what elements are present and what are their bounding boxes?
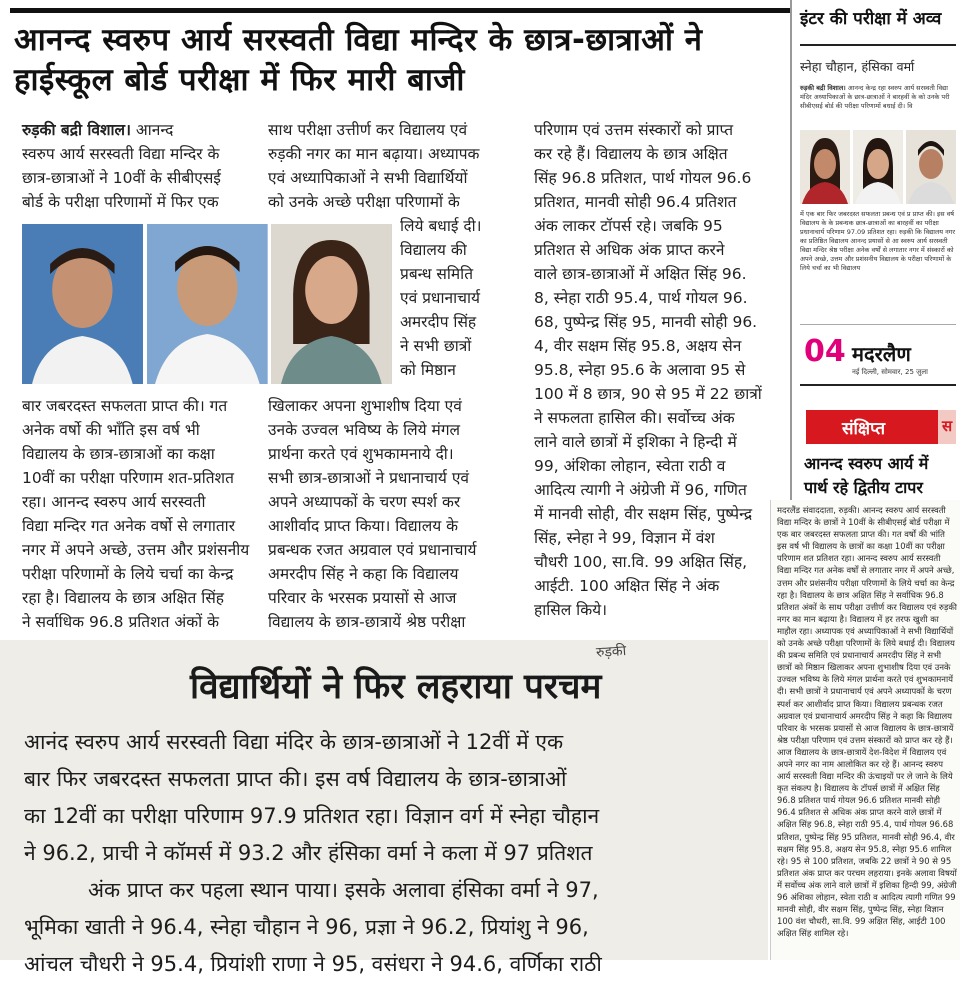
- side-subline: स्नेहा चौहान, हंसिका वर्मा: [800, 59, 915, 74]
- col2-line: को मिष्ठान: [400, 361, 456, 379]
- col2-line: प्रबन्धक रजत अग्रवाल एवं प्रधानाचार्य: [268, 541, 477, 559]
- col3-line: लाने वाले छात्रों में इशिका ने हिन्दी में: [534, 433, 737, 451]
- student-photo-3: [271, 224, 392, 384]
- masthead-rule: [800, 384, 956, 386]
- side-photo-2: [853, 130, 903, 204]
- main-headline: आनन्द स्वरुप आर्य सरस्वती विद्या मन्दिर के छात्र-छात्राओं ने हाईस्कूल बोर्ड परीक्षा में फिर मारी बाजी: [14, 22, 703, 98]
- col2-line: विद्यालय की: [400, 241, 467, 259]
- col1-line: नगर में अपने अच्छे, उत्तम और प्रशंसनीय: [22, 541, 250, 559]
- handwritten-note: रुड़की: [595, 642, 627, 662]
- col2-line: रुड़की नगर का मान बढ़ाया। अध्यापक: [268, 145, 480, 163]
- col1-line: विद्या मन्दिर गत अनेक वर्षो से लगातार: [22, 517, 236, 535]
- col1-line-3: बोर्ड के परीक्षा परिणामों में फिर एक: [22, 193, 219, 211]
- col3-line: 100 में 8 छात्र, 90 से 95 में 22 छात्रों: [534, 385, 762, 403]
- col1-line: बार जबरदस्त सफलता प्राप्त की। गत: [22, 397, 228, 415]
- col2-line: उनके उज्वल भविष्य के लिये मंगल: [268, 421, 461, 439]
- col3-line: हासिल किये।: [534, 601, 607, 619]
- section-label-partial: स: [938, 410, 956, 444]
- col2-top: [268, 118, 518, 214]
- col1-line-2: छात्र-छात्राओं ने 10वीं के सीबीएसई: [22, 169, 221, 187]
- side-rule: [800, 44, 956, 46]
- col2-line: सभी छात्र-छात्राओं ने प्रधानाचार्य एवं: [268, 469, 470, 487]
- col3-line: सिंह 96.8 प्रतिशत, पार्थ गोयल 96.6: [534, 169, 752, 187]
- student-photo-1: [22, 224, 143, 384]
- side-bottom-text: मदरलैंड संवाददाता, रुड़की। आनन्द स्वरुप आर्य सरस्वती विद्या मन्दिर के छात्रों ने 10वीं के सीबीएसई बोर्ड परीक्षा में एक बार जबरदस्त सफलता प्राप्त की। गत वर्षों की भांति इस वर्ष भी विद्यालय के छात्रों का कक्षा 10वीं का परीक्षा परिणाम शत प्रतिशत रहा। आनन्द स्वरुप आर्य सरस्वती विद्या मन्दिर गत अनेक वर्षों से लगातार नगर में अपने अच्छे, उत्तम और प्रशंसनीय परीक्षा परिणामों के लिये चर्चा का केन्द्र रहा है। विद्यालय के छात्र अक्षित सिंह ने सर्वाधिक 96.8 प्रतिशत अंकों के साथ परीक्षा उत्तीर्ण कर विद्यालय एवं रुड़की नगर का मान बढ़ाया है। विद्यालय में हर तरफ खुशी का माहौल रहा। अध्यापक एवं अध्यापिकाओं ने सभी विद्यार्थियों को उनके अच्छे परीक्षा परिणामों के लिये बधाई दी। विद्यालय की प्रबन्ध समिति एवं प्रधानाचार्य अमरदीप सिंह ने सभी छात्रों को मिष्ठान खिलाकर अपना शुभाशीष दिया एवं उनके उज्वल भविष्य के लिये मंगल प्रार्थना करते एवं शुभकामनायें दी। सभी छात्रों ने प्रधानाचार्य एवं अपने अध्यापकों के चरण स्पर्श कर आशीर्वाद प्राप्त किया। विद्यालय प्रबन्धक रजत अग्रवाल एवं प्रधानाचार्य अमरदीप सिंह ने कहा कि विद्यालय परिवार के भरसक प्रयासों से आज विद्यालय के छात्र-छात्रायें श्रेष्ठ परीक्षा परिणाम एवं उत्तम संस्कारों को प्राप्त कर रहे हैं। आज विद्यालय के छात्र-छात्रायें देश-विदेश में विद्यालय एवं अपने नगर का नाम आलोकित कर रहे हैं। आनन्द स्वरुप आर्य सरस्वती विद्या मन्दिर की ऊंचाइयों पर ले जाने के लिये कृत संकल्प है। विद्यालय के टॉपर्स छात्रों में अक्षित सिंह 96.8 प्रतिशत पार्थ गोयल 96.6 प्रतिशत मानवी सोही 96.4 प्रतिशत से अधिक अंक प्राप्त करने वाले छात्रों में अक्षित सिंह 96.8, स्नेहा राठी 95.4, पार्थ गोयल 96.68 प्रतिशत, पुष्पेन्द्र सिंह 95 प्रतिशत, मानवी सोही 96.4, वीर सक्षम सिंह 95.8, अक्षय सेन 95.8, स्नेहा 95.6 शामिल रहे। 95 से 100 प्रतिशत, जबकि 22 छात्रों ने 90 से 95 प्रतिशत अंक प्राप्त कर परचम लहराया। इनके अलावा विषयों में सर्वोच्च अंक लाने वाले छात्रों में इशिका हिन्दी 99, अंग्रेजी 96 अंशिका लोहान, स्वेता राठी व आदित्य त्यागी गणित 99 मानवी सोही, वीर सक्षम सिंह, पुष्पेन्द्र सिंह, स्नेहा विज्ञान 100 वंश चौधरी, सा.वि. 99 अक्षित सिंह, आईटी 100 अक्षित सिंह शामिल रहे।: [777, 505, 957, 939]
- col1-line: 10वीं का परीक्षा परिणाम शत-प्रतिशत: [22, 469, 234, 487]
- section-band: [806, 410, 956, 444]
- col3-line: प्रतिशत, मानवी सोही 96.4 प्रतिशत: [534, 193, 737, 211]
- top-rule: [10, 8, 790, 13]
- masthead-date: नई दिल्ली, सोमवार, 25 जुला: [852, 368, 928, 376]
- clipping-headline: विद्यार्थियों ने फिर लहराया परचम: [190, 667, 602, 707]
- side-divider: [800, 324, 956, 325]
- side-headline-2: आनन्द स्वरुप आर्य में पार्थ रहे द्वितीय टापर: [804, 454, 929, 497]
- col3-line: वाले छात्र-छात्राओं में अक्षित सिंह 96.: [534, 265, 747, 283]
- bottom-clipping: [0, 640, 768, 976]
- side-headline: इंटर की परीक्षा में अव्व: [800, 9, 942, 29]
- col2-line: प्रार्थना करते एवं शुभकामनाये दी।: [268, 445, 454, 463]
- side-photo-3: [906, 130, 956, 204]
- portrait-icon: [853, 130, 903, 204]
- col2-line: अमरदीप सिंह: [400, 313, 477, 331]
- student-photo-2: [147, 224, 268, 384]
- clipping-line: अंक प्राप्त कर पहला स्थान पाया। इसके अलावा हंसिका वर्मा ने 97,: [88, 878, 599, 902]
- clipping-body: [24, 724, 764, 983]
- section-label: संक्षिप्त: [842, 419, 886, 439]
- col3-line: आदित्य त्यागी ने अंग्रेजी में 96, गणित: [534, 481, 747, 499]
- col3-line: अंक लाकर टॉपर्स रहे। जबकि 95: [534, 217, 723, 235]
- col1-line-0: रुड़की बद्री विशाल। आनन्द: [22, 121, 174, 139]
- side-small-text: रुड़की बद्री विशाल। आनन्द केन्द्र रहा स्वरुप आर्य सरस्वती विद्या मंदिर अध्यापिकाओं के छात्र-छात्राओं ने बारहवीं के को उनके परी सीबीएसई बोर्ड की परीक्षा परिणामों बधाई दी। वि: [800, 84, 950, 110]
- page-number: 04: [804, 334, 846, 369]
- clipping-line: आंचल चौधरी ने 95.4, प्रियांशी राणा ने 95, वसंधरा ने 94.6, वर्णिका राठी: [24, 952, 602, 976]
- col1-bottom: [22, 394, 260, 634]
- col3-line: में मानवी सोही, वीर सक्षम सिंह, पुष्पेन्द्र: [534, 505, 753, 523]
- portrait-icon: [906, 130, 956, 204]
- col1-line: रहा। आनन्द स्वरुप आर्य सरस्वती: [22, 493, 206, 511]
- col2-line: आशीर्वाद प्राप्त किया। विद्यालय के: [268, 517, 459, 535]
- col3-line: 68, पुष्पेन्द्र सिंह 95, मानवी सोही 96.: [534, 313, 758, 331]
- clipping-line: बार फिर जबरदस्त सफलता प्राप्त की। इस वर्ष विद्यालय के छात्र-छात्राओं: [24, 767, 567, 791]
- col2-line: लिये बधाई दी।: [400, 217, 482, 235]
- col3-line: 8, स्नेहा राठी 95.4, पार्थ गोयल 96.: [534, 289, 748, 307]
- portrait-icon: [147, 224, 268, 384]
- side-photos: [800, 130, 956, 204]
- portrait-icon: [22, 224, 143, 384]
- masthead-name: मदरलैण: [852, 342, 911, 366]
- col2-narrow: [400, 214, 518, 382]
- col1-line: विद्यालय के छात्र-छात्राओं का कक्षा: [22, 445, 215, 463]
- student-photos: [22, 224, 392, 384]
- col3-line: 99, अंशिका लोहान, स्वेता राठी व: [534, 457, 726, 475]
- col2-line: परिवार के भरसक प्रयासों से आज: [268, 589, 457, 607]
- col2-line: खिलाकर अपना शुभाशीष दिया एवं: [268, 397, 462, 415]
- col3: [534, 118, 774, 622]
- col2-bottom: [268, 394, 518, 634]
- col3-line: प्रतिशत से अधिक अंक प्राप्त करने: [534, 241, 725, 259]
- side-dateline: रुड़की बद्री विशाल।: [800, 84, 846, 92]
- col2-line: अमरदीप सिंह ने कहा कि विद्यालय: [268, 565, 459, 583]
- col2-line: ने सभी छात्रों: [400, 337, 472, 355]
- col2-line: को उनके अच्छे परीक्षा परिणामों के: [268, 193, 460, 211]
- col2-line: एवं अध्यापिकाओं ने सभी विद्यार्थियों: [268, 169, 468, 187]
- col3-line: परिणाम एवं उत्तम संस्कारों को प्राप्त: [534, 121, 734, 139]
- col2-line: अपने अध्यापकों के चरण स्पर्श कर: [268, 493, 461, 511]
- clipping-line: का 12वीं का परीक्षा परिणाम 97.9 प्रतिशत रहा। विज्ञान वर्ग में स्नेहा चौहान: [24, 804, 600, 828]
- side-small-text-2: में एक बार फिर जबरदस्त सफलता प्रबन्ध एवं प्र प्राप्त की। इस वर्ष विद्यालय के के प्रबन्धक छात्र-छात्राओं का बारहवीं का परीक्षा प्रधानाचार्य परिणाम 97.09 प्रतिशत रहा। रुड़की कि विद्यालय नगर का प्रतिष्ठित विद्यालय आनन्द प्रयासों से आ स्वरुप आर्य सरस्वती विद्या मन्दिर श्रेष्ठ परीक्षा अनेक वर्षों से लगातार नगर में संस्कारों को अपने अच्छे, उत्तम और प्रशंसनीय विद्यालय के परीक्षा परिणामों के लिये चर्चा का भी विद्यालय: [800, 210, 956, 272]
- col3-line: चौधरी 100, सा.वि. 99 अक्षित सिंह,: [534, 553, 748, 571]
- clipping-line: भूमिका खाती ने 96.4, स्नेहा चौहान ने 96, प्रज्ञा ने 96.2, प्रियांशु ने 96,: [24, 915, 589, 939]
- col3-line: ने सफलता हासिल की। सर्वोच्च अंक: [534, 409, 735, 427]
- col3-line: आईटी. 100 अक्षित सिंह ने अंक: [534, 577, 720, 595]
- col2-line: एवं प्रधानाचार्य: [400, 289, 480, 307]
- col1-line: अनेक वर्षो की भाँति इस वर्ष भी: [22, 421, 200, 439]
- col2-line: साथ परीक्षा उत्तीर्ण कर विद्यालय एवं: [268, 121, 468, 139]
- side-bottom-column: [770, 500, 960, 960]
- col2-line: प्रबन्ध समिति: [400, 265, 474, 283]
- portrait-icon: [800, 130, 850, 204]
- col3-line: सिंह, स्नेहा ने 99, विज्ञान में वंश: [534, 529, 715, 547]
- portrait-icon: [271, 224, 392, 384]
- col2-line: विद्यालय के छात्र-छात्रायें श्रेष्ठ परीक्षा: [268, 613, 466, 631]
- col1-line: ने सर्वाधिक 96.8 प्रतिशत अंकों के: [22, 613, 220, 631]
- col1-top: [22, 118, 258, 214]
- dateline: रुड़की बद्री विशाल।: [22, 121, 131, 139]
- clipping-line: आनंद स्वरुप आर्य सरस्वती विद्या मंदिर के छात्र-छात्राओं ने 12वीं में एक: [24, 730, 564, 754]
- col1-line: परीक्षा परिणामों के लिये चर्चा का केन्द्र: [22, 565, 234, 583]
- col1-line-1: स्वरुप आर्य सरस्वती विद्या मन्दिर के: [22, 145, 220, 163]
- col1-line: रहा है। विद्यालय के छात्र अक्षित सिंह: [22, 589, 225, 607]
- side-photo-1: [800, 130, 850, 204]
- col3-line: कर रहे हैं। विद्यालय के छात्र अक्षित: [534, 145, 728, 163]
- col3-line: 4, वीर सक्षम सिंह 95.8, अक्षय सेन: [534, 337, 742, 355]
- col3-line: 95.8, स्नेहा 95.6 के अलावा 95 से: [534, 361, 746, 379]
- clipping-line: ने 96.2, प्राची ने कॉमर्स में 93.2 और हंसिका वर्मा ने कला में 97 प्रतिशत: [24, 841, 593, 865]
